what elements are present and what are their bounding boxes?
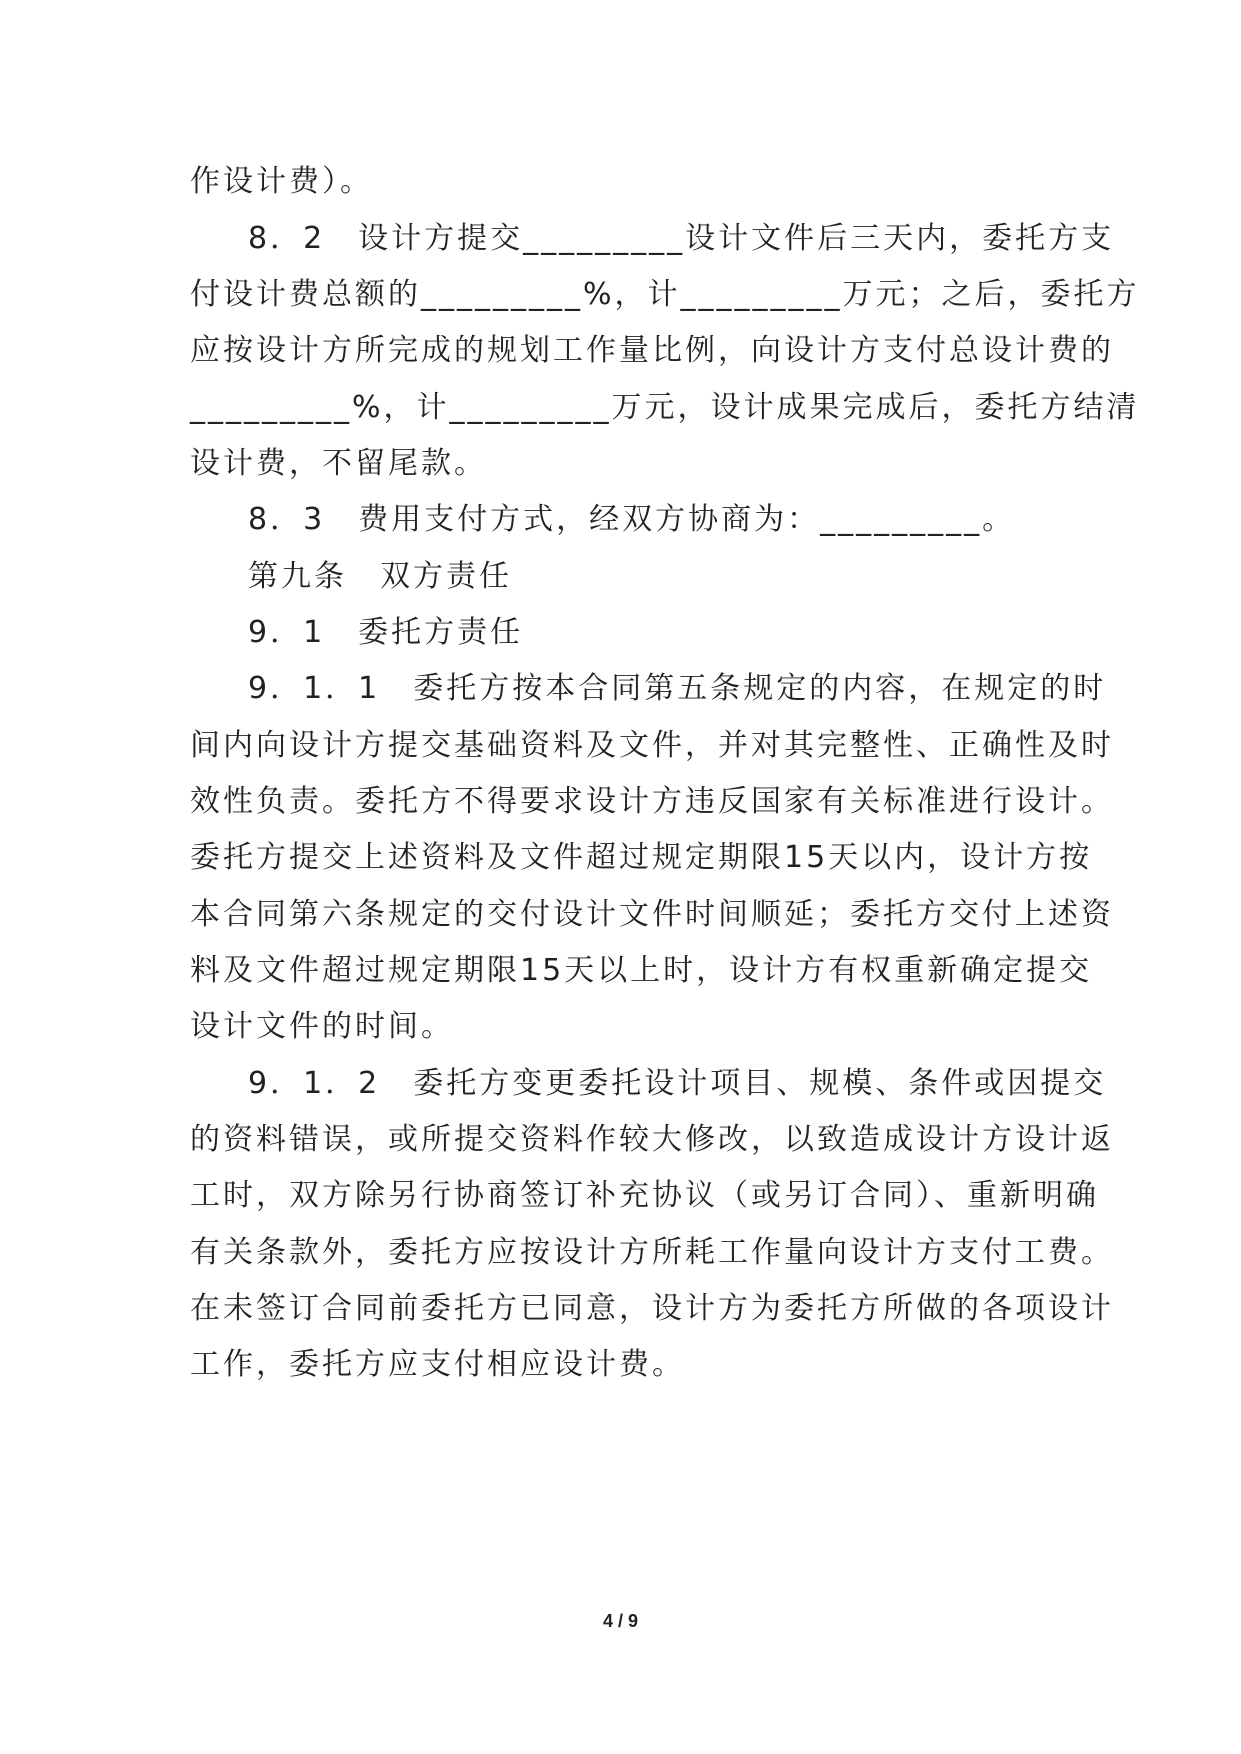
text-line: 设计文件的时间。 xyxy=(190,1009,454,1044)
text-line: _________%，计_________万元，设计成果完成后，委托方结清 xyxy=(190,390,1140,425)
clause-9-1-1: 9．1．1 委托方按本合同第五条规定的内容，在规定的时 xyxy=(248,671,1107,706)
clause-8-3: 8．3 费用支付方式，经双方协商为：_________。 xyxy=(248,502,1016,537)
text-line: 效性负责。委托方不得要求设计方违反国家有关标准进行设计。 xyxy=(190,784,1114,819)
clause-8-2: 8．2 设计方提交_________设计文件后三天内，委托方支 xyxy=(248,221,1115,256)
text-line: 在未签订合同前委托方已同意，设计方为委托方所做的各项设计 xyxy=(190,1291,1114,1326)
article-9-heading: 第九条 双方责任 xyxy=(248,559,512,594)
text-line: 工时，双方除另行协商签订补充协议（或另订合同）、重新明确 xyxy=(190,1178,1099,1213)
text-line: 间内向设计方提交基础资料及文件，并对其完整性、正确性及时 xyxy=(190,728,1114,763)
text-line: 付设计费总额的_________%，计_________万元；之后，委托方 xyxy=(190,277,1140,312)
text-line: 设计费，不留尾款。 xyxy=(190,446,487,481)
text-line: 本合同第六条规定的交付设计文件时间顺延；委托方交付上述资 xyxy=(190,897,1114,932)
text-line: 料及文件超过规定期限15天以上时，设计方有权重新确定提交 xyxy=(190,953,1093,988)
clause-9-1-heading: 9．1 委托方责任 xyxy=(248,615,524,650)
text-line: 应按设计方所完成的规划工作量比例，向设计方支付总设计费的 xyxy=(190,333,1114,368)
text-line: 工作，委托方应支付相应设计费。 xyxy=(190,1347,685,1382)
text-line: 有关条款外，委托方应按设计方所耗工作量向设计方支付工费。 xyxy=(190,1235,1114,1270)
text-line: 的资料错误，或所提交资料作较大修改，以致造成设计方设计返 xyxy=(190,1122,1114,1157)
text-line: 作设计费）。 xyxy=(190,164,373,199)
clause-9-1-2: 9．1．2 委托方变更委托设计项目、规模、条件或因提交 xyxy=(248,1066,1107,1101)
page-number: 4 / 9 xyxy=(602,1611,639,1631)
text-line: 委托方提交上述资料及文件超过规定期限15天以内，设计方按 xyxy=(190,840,1093,875)
